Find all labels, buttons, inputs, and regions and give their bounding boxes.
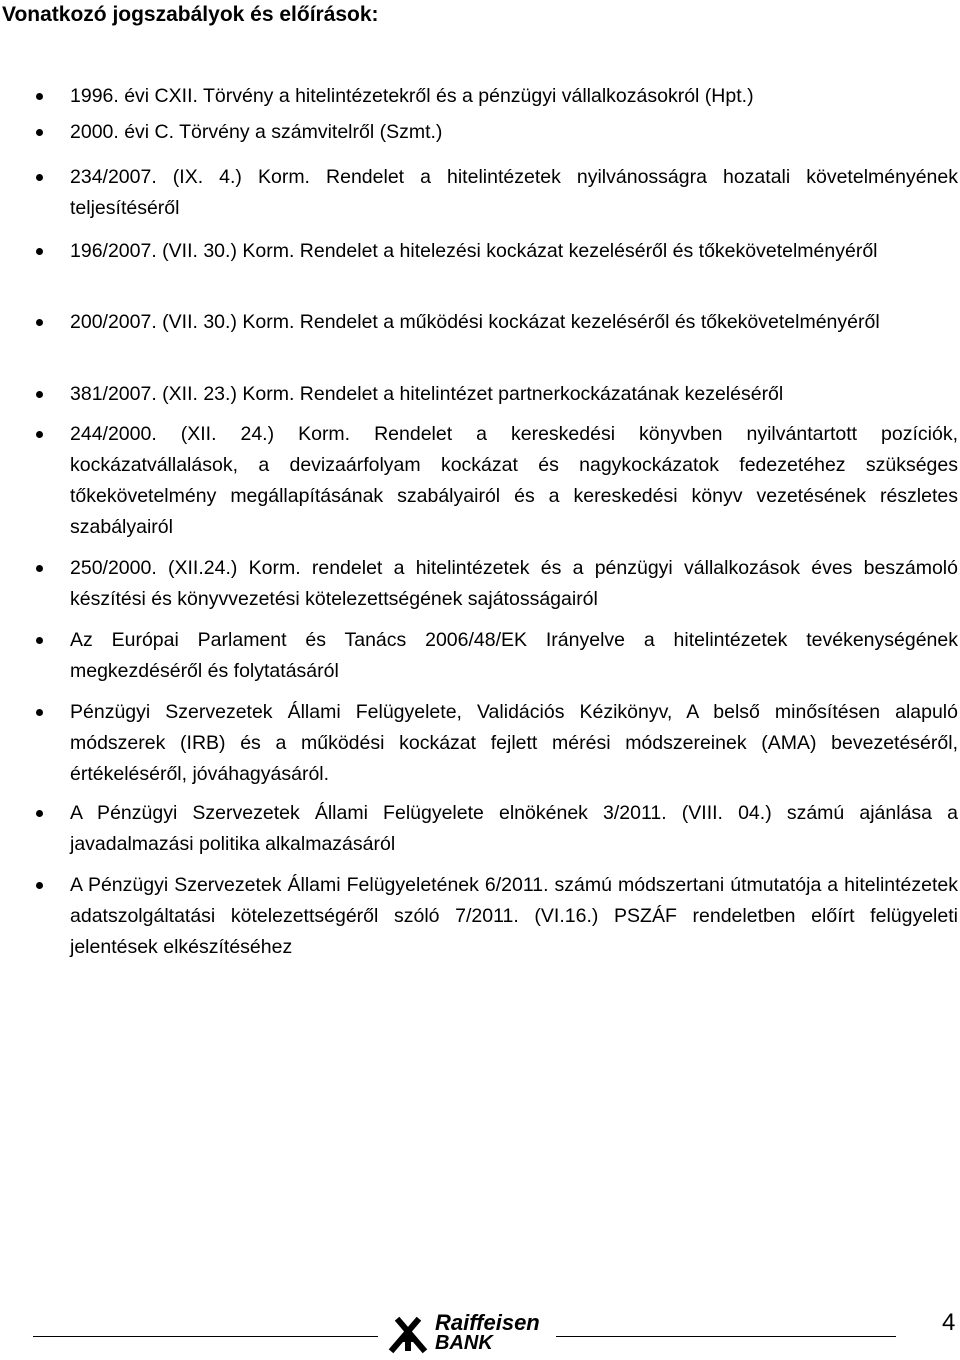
list-item [70,553,958,615]
footer-rule-right [556,1336,896,1337]
bullet-icon [36,565,43,572]
bullet-icon [36,319,43,326]
list-item [70,625,958,687]
bullet-icon [36,431,43,438]
raiffeisen-bank-logo [387,1310,547,1355]
list-item [70,870,958,963]
list-item [70,798,958,860]
page-number: 4 [942,1309,956,1336]
list-item-text: 2000. évi C. Törvény a számvitelről (Szmt.) [70,121,443,143]
list-item-text: 234/2007. (IX. 4.) Korm. Rendelet a hitelintézetek nyilvánosságra hozatali követelményének teljesítéséről [70,166,958,219]
list-item-text: A Pénzügyi Szervezetek Állami Felügyelete elnökének 3/2011. (VIII. 04.) számú ajánlása a javadalmazási politika alkalmazásáról [70,802,958,855]
logo-wordmark-bank: BANK [435,1332,493,1354]
list-item [70,162,958,224]
list-item [70,117,958,148]
list-item [70,697,958,790]
list-item-text: 250/2000. (XII.24.) Korm. rendelet a hitelintézetek és a pénzügyi vállalkozások éves beszámoló készítési és könyvvezetési kötelezettségének sajátosságairól [70,557,958,610]
logo-wordmark-raiffeisen: Raiffeisen [435,1310,540,1335]
bullet-icon [36,882,43,889]
list-item [70,419,958,543]
list-item [70,307,958,338]
list-item [70,81,958,112]
bullet-icon [36,637,43,644]
list-item-text: 200/2007. (VII. 30.) Korm. Rendelet a működési kockázat kezeléséről és tőkekövetelményéről [70,311,880,333]
bullet-icon [36,174,43,181]
list-item [70,379,958,410]
list-item-text: A Pénzügyi Szervezetek Állami Felügyeletének 6/2011. számú módszertani útmutatója a hitelintézetek adatszolgáltatási kötelezettségéről szóló 7/2011. (VI.16.) PSZÁF rendeletben előírt felügyeleti jelentések elkészítéséhez [70,874,958,958]
list-item-text: Az Európai Parlament és Tanács 2006/48/EK Irányelve a hitelintézetek tevékenységének megkezdéséről és folytatásáról [70,629,958,682]
list-item-text: 196/2007. (VII. 30.) Korm. Rendelet a hitelezési kockázat kezeléséről és tőkekövetelményéről [70,240,878,262]
bullet-icon [36,810,43,817]
list-item-text: 1996. évi CXII. Törvény a hitelintézetekről és a pénzügyi vállalkozásokról (Hpt.) [70,85,754,107]
bullet-icon [36,129,43,136]
bullet-icon [36,93,43,100]
list-item-text: 244/2000. (XII. 24.) Korm. Rendelet a kereskedési könyvben nyilvántartott pozíciók, kockázatvállalások, a devizaárfolyam kockázat és nagykockázatok fedezetéhez szükséges tőkekövetelmény megállapításának szabályairól és a kereskedési könyv vezetésének részletes szabályairól [70,423,958,538]
raiffeisen-gable-icon [387,1313,429,1355]
list-item-text: 381/2007. (XII. 23.) Korm. Rendelet a hitelintézet partnerkockázatának kezeléséről [70,383,784,405]
bullet-icon [36,709,43,716]
footer-rule-left [33,1336,378,1337]
list-item-text: Pénzügyi Szervezetek Állami Felügyelete, Validációs Kézikönyv, A belső minősítésen alapuló módszerek (IRB) és a működési kockázat fejlett mérési módszereinek (AMA) bevezetéséről, értékeléséről, jóváhagyásáról. [70,701,958,785]
bullet-icon [36,248,43,255]
section-heading: Vonatkozó jogszabályok és előírások: [2,3,379,26]
list-item [70,236,958,267]
bullet-icon [36,391,43,398]
